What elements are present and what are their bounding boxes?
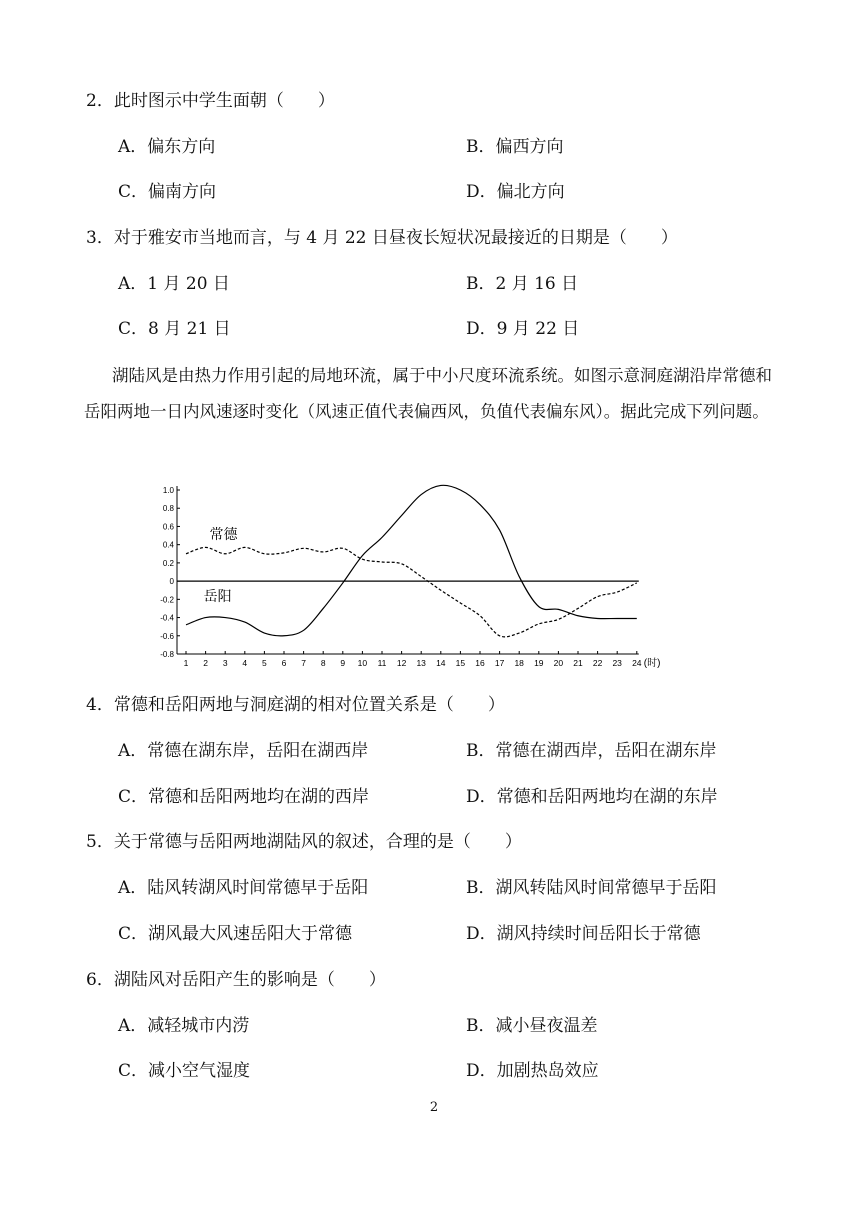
question-3-stem: 3．对于雅安市当地而言，与 4 月 22 日昼夜长短状况最接近的日期是（ ） [86, 228, 678, 248]
question-5-option-c: C．湖风最大风速岳阳大于常德 [118, 924, 353, 944]
x-tick-label: 1 [183, 658, 189, 668]
x-tick-label: 10 [357, 658, 368, 668]
question-4-option-c: C．常德和岳阳两地均在湖的西岸 [118, 787, 370, 807]
question-2-stem: 2．此时图示中学生面朝（ ） [86, 91, 335, 111]
x-tick-label: 17 [494, 658, 505, 668]
passage [84, 358, 784, 430]
question-5-option-b: B．湖风转陆风时间常德早于岳阳 [466, 878, 717, 898]
y-tick-label: -0.6 [160, 631, 174, 641]
y-tick-label: 1.0 [162, 486, 174, 495]
series-line-2 [186, 485, 637, 636]
question-6-option-a: A．减轻城市内涝 [118, 1016, 250, 1036]
x-tick-label: 22 [592, 658, 603, 668]
question-2-option-c: C．偏南方向 [118, 182, 217, 202]
y-tick-label: 0.4 [162, 540, 174, 550]
x-tick-label: 14 [436, 658, 446, 668]
page-number: 2 [429, 1100, 439, 1115]
x-tick-label: 12 [396, 658, 407, 668]
y-tick-label: 0.2 [162, 558, 174, 568]
question-2-option-b: B．偏西方向 [466, 137, 564, 157]
wind-speed-chart [150, 476, 710, 672]
y-tick-label: 0.8 [162, 504, 174, 514]
question-4-option-b: B．常德在湖西岸，岳阳在湖东岸 [466, 741, 717, 761]
y-tick-label: -0.4 [160, 613, 174, 623]
question-5-stem: 5．关于常德与岳阳两地湖陆风的叙述，合理的是（ ） [86, 832, 522, 852]
x-axis-unit: (时) [643, 658, 661, 669]
x-tick-label: 19 [534, 658, 544, 668]
question-6-option-d: D．加剧热岛效应 [466, 1061, 599, 1081]
question-2-option-a: A．偏东方向 [118, 137, 216, 157]
question-2-option-d: D．偏北方向 [466, 182, 565, 202]
x-tick-label: 20 [553, 658, 564, 668]
x-tick-label: 4 [242, 658, 248, 668]
question-6-option-b: B．减小昼夜温差 [466, 1016, 598, 1036]
question-6-option-c: C．减小空气湿度 [118, 1061, 251, 1081]
x-tick-label: 23 [612, 658, 622, 668]
x-tick-label: 8 [320, 658, 326, 668]
x-tick-label: 9 [340, 658, 346, 668]
x-tick-label: 16 [475, 658, 485, 668]
question-5-option-d: D．湖风持续时间岳阳长于常德 [466, 924, 701, 944]
x-tick-label: 7 [301, 658, 306, 668]
x-tick-label: 6 [281, 658, 287, 668]
x-tick-label: 5 [262, 658, 267, 668]
x-tick-label: 13 [416, 658, 426, 668]
series-label-2: 岳阳 [203, 589, 232, 606]
x-tick-label: 21 [573, 658, 583, 668]
y-tick-label: 0 [169, 577, 174, 587]
passage-text: 湖陆风是由热力作用引起的局地环流，属于中小尺度环流系统。如图示意洞庭湖沿岸常德和岳阳两地一日内风速逐时变化（风速正值代表偏西风，负值代表偏东风）。据此完成下列问题。 [84, 366, 772, 421]
question-3-option-c: C．8 月 21 日 [118, 319, 231, 339]
y-tick-label: -0.8 [160, 650, 174, 659]
question-4-stem: 4．常德和岳阳两地与洞庭湖的相对位置关系是（ ） [86, 695, 505, 715]
y-tick-label: 0.6 [162, 522, 174, 532]
question-5-option-a: A．陆风转湖风时间常德早于岳阳 [118, 878, 369, 898]
question-3-option-b: B．2 月 16 日 [466, 274, 579, 294]
series-label-1: 常德 [209, 526, 238, 543]
x-tick-label: 3 [222, 658, 228, 668]
question-3-option-a: A．1 月 20 日 [118, 274, 230, 294]
question-6-stem: 6．湖陆风对岳阳产生的影响是（ ） [86, 970, 386, 990]
question-4-option-a: A．常德在湖东岸，岳阳在湖西岸 [118, 741, 369, 761]
x-tick-label: 24 [632, 658, 642, 668]
x-tick-label: 11 [377, 658, 387, 668]
x-tick-label: 2 [203, 658, 208, 668]
y-tick-label: -0.2 [160, 595, 174, 605]
question-3-option-d: D．9 月 22 日 [466, 319, 580, 339]
x-tick-label: 15 [455, 658, 466, 668]
question-4-option-d: D．常德和岳阳两地均在湖的东岸 [466, 787, 718, 807]
series-line-1 [186, 547, 637, 636]
x-tick-label: 18 [514, 658, 524, 668]
